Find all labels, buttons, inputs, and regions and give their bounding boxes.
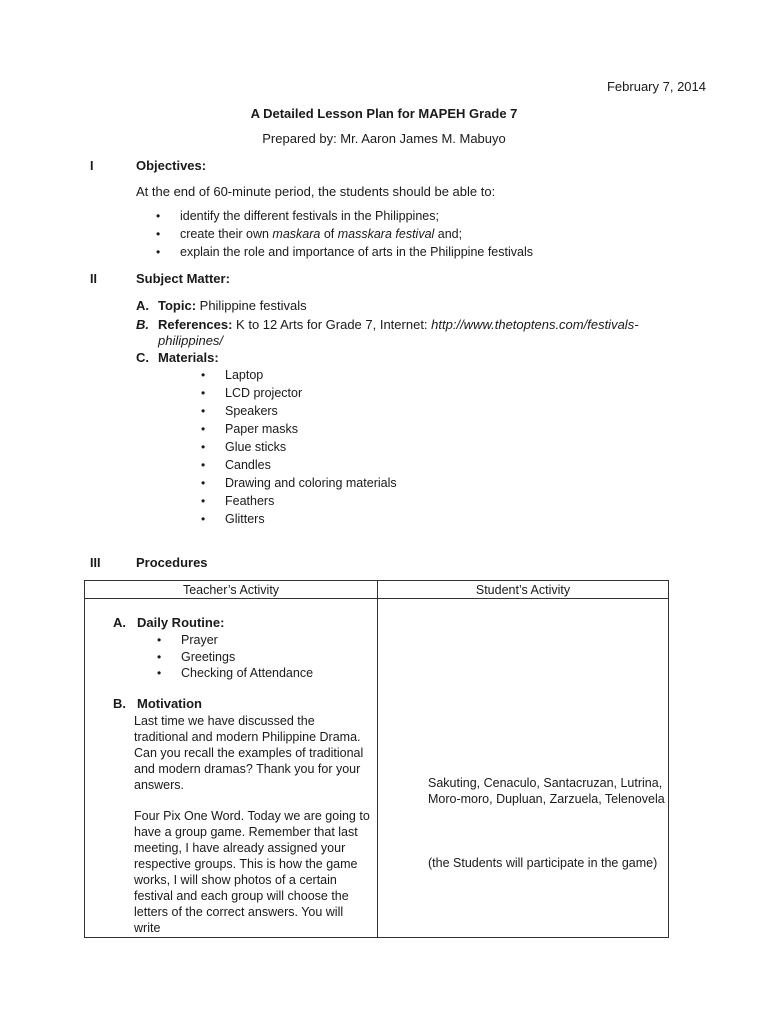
references-url[interactable]: http://www.thetoptens.com/festivals- — [431, 317, 639, 332]
student-activity-cell — [378, 599, 669, 938]
objective-text — [180, 207, 439, 225]
routine-item — [157, 649, 367, 666]
objective-text-part: of — [320, 227, 338, 241]
objective-text-part: create their own — [180, 227, 273, 241]
material-text: LCD projector — [225, 386, 303, 400]
material-text: Candles — [225, 458, 271, 472]
topic-value: Philippine festivals — [196, 298, 307, 313]
objectives-heading: Objectives: — [136, 158, 207, 173]
teacher-activity-cell — [85, 599, 378, 938]
prepared-by: Prepared by: Mr. Aaron James M. Mabuyo — [262, 131, 506, 146]
student-answer-dramas: Sakuting, Cenaculo, Santacruzan, Lutrina, Moro-moro, Dupluan, Zarzuela, Telenovela — [428, 776, 665, 806]
student-activity-header: Student’s Activity — [378, 581, 669, 599]
objective-italic-term: masskara festival — [337, 227, 435, 241]
materials-list — [201, 366, 501, 528]
routine-item — [157, 665, 367, 682]
motivation-heading — [113, 696, 202, 711]
material-item — [201, 492, 501, 510]
bullet-icon: • — [201, 422, 206, 436]
daily-routine-letter: A. — [113, 615, 126, 630]
material-item — [201, 510, 501, 528]
bullet-icon: • — [201, 440, 206, 454]
material-item — [201, 474, 501, 492]
references-label: References: — [158, 317, 233, 332]
references-letter: B. — [136, 317, 149, 332]
material-text: Paper masks — [225, 422, 298, 436]
bullet-icon: • — [201, 404, 206, 418]
objective-item — [156, 243, 716, 261]
daily-routine-heading — [113, 615, 224, 630]
procedures-table — [84, 580, 669, 938]
motivation-label: Motivation — [137, 696, 202, 711]
bullet-icon: • — [157, 649, 162, 664]
objective-item — [156, 207, 716, 225]
objective-text — [180, 225, 462, 243]
material-text: Laptop — [225, 368, 264, 382]
references-value: K to 12 Arts for Grade 7, Internet: — [232, 317, 432, 332]
bullet-icon: • — [156, 209, 161, 223]
bullet-icon: • — [201, 458, 206, 472]
procedures-heading: Procedures — [136, 555, 208, 570]
subject-matter-heading: Subject Matter: — [136, 271, 230, 286]
section-numeral-objectives: I — [90, 159, 94, 173]
objective-item — [156, 225, 716, 243]
material-item — [201, 438, 501, 456]
document-title: A Detailed Lesson Plan for MAPEH Grade 7 — [250, 106, 518, 121]
objective-text — [180, 243, 533, 261]
material-text: Speakers — [225, 404, 278, 418]
material-text: Feathers — [225, 494, 275, 508]
bullet-icon: • — [201, 512, 206, 526]
motivation-letter: B. — [113, 696, 126, 711]
daily-routine-list — [157, 632, 367, 682]
references-url-line2[interactable]: philippines/ — [158, 333, 224, 348]
routine-text: Greetings — [181, 649, 236, 664]
document-date: February 7, 2014 — [606, 79, 706, 94]
references-line — [136, 316, 639, 333]
material-item — [201, 402, 501, 420]
materials-label: Materials: — [158, 350, 219, 365]
objective-text-part: identify the different festivals in the Philippines; — [180, 209, 439, 223]
table-row — [85, 599, 669, 938]
bullet-icon: • — [156, 227, 161, 241]
bullet-icon: • — [156, 245, 161, 259]
section-numeral-subject-matter: II — [90, 272, 97, 286]
objectives-intro: At the end of 60-minute period, the students should be able to: — [136, 184, 496, 199]
motivation-paragraph-2: Four Pix One Word. Today we are going to have a group game. Remember that last meeting, I have already assigned your respective groups. This is how the game works, I will show photos of a certain festival and each group will choose the letters of the correct answers. You will write — [134, 809, 370, 935]
bullet-icon: • — [201, 494, 206, 508]
material-item — [201, 384, 501, 402]
material-text: Glitters — [225, 512, 265, 526]
routine-text: Prayer — [181, 633, 218, 647]
objective-text-part: and; — [434, 227, 463, 241]
objective-text-part: explain the role and importance of arts in the Philippine festivals — [180, 245, 533, 259]
material-item — [201, 366, 501, 384]
routine-text: Checking of Attendance — [181, 666, 314, 680]
motivation-paragraph-1: Last time we have discussed the traditional and modern Philippine Drama. Can you recall the examples of traditional and modern dramas? Thank you for your answers. — [134, 714, 364, 792]
bullet-icon: • — [157, 666, 162, 680]
bullet-icon: • — [201, 476, 206, 490]
objective-italic-term: maskara — [272, 227, 321, 241]
bullet-icon: • — [157, 633, 162, 647]
materials-line — [136, 349, 219, 366]
student-answer-game: (the Students will participate in the game) — [428, 856, 658, 870]
materials-letter: C. — [136, 350, 149, 365]
material-item — [201, 420, 501, 438]
routine-item — [157, 632, 367, 649]
teacher-activity-header: Teacher’s Activity — [85, 581, 378, 599]
table-header-row — [85, 581, 669, 599]
references-url-continued — [158, 332, 223, 349]
material-text: Glue sticks — [225, 440, 287, 454]
topic-letter: A. — [136, 298, 149, 313]
topic-line — [136, 297, 307, 314]
topic-label: Topic: — [158, 298, 197, 313]
bullet-icon: • — [201, 386, 206, 400]
material-text: Drawing and coloring materials — [225, 476, 397, 490]
daily-routine-label: Daily Routine: — [137, 615, 225, 630]
section-numeral-procedures: III — [90, 556, 101, 570]
material-item — [201, 456, 501, 474]
bullet-icon: • — [201, 368, 206, 382]
objectives-list — [156, 207, 716, 261]
